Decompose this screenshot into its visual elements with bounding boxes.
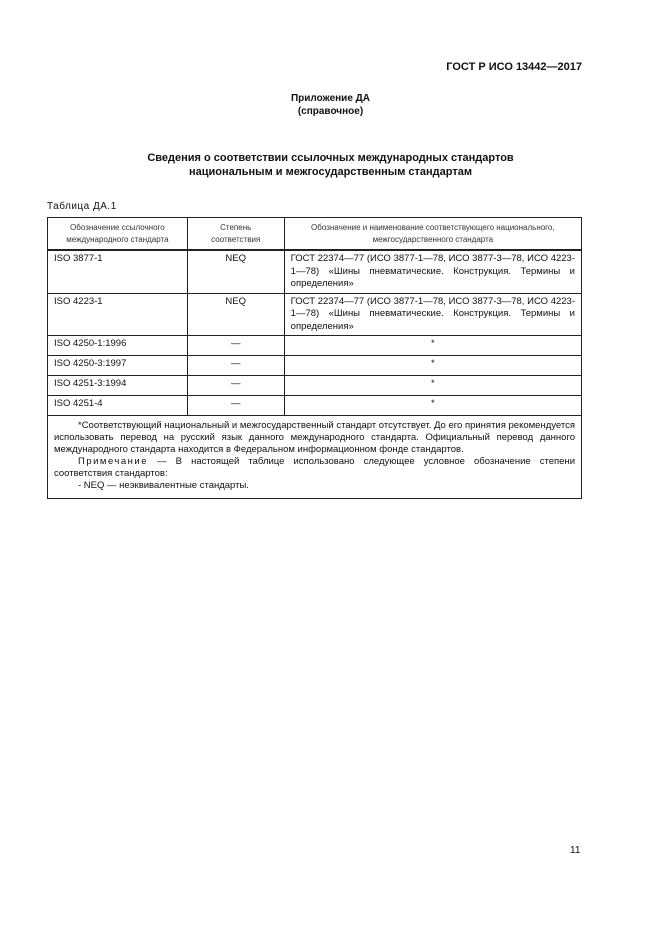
header-text: Обозначение и наименование соответствующего национального, xyxy=(311,222,555,232)
header-reference-standard xyxy=(48,218,188,251)
header-text: соответствия xyxy=(211,234,261,244)
header-national-standard xyxy=(284,218,581,251)
header-text: международного стандарта xyxy=(66,234,169,244)
header-text: межгосударственного стандарта xyxy=(372,234,494,244)
reference-cell: ISO 4223-1 xyxy=(48,293,188,336)
heading-line-2: национальным и межгосударственным стандартам xyxy=(189,166,472,178)
footnote: *Соответствующий национальный и межгосударственный стандарт отсутствует. До его принятия рекомендуется использовать перевод на русский язык данного международного стандарта. Официальный перевод данного международного стандарта находится в Федеральном информационном фонде стандартов. xyxy=(54,420,575,455)
reference-cell: ISO 3877-1 xyxy=(48,250,188,293)
table-row xyxy=(48,356,582,376)
degree-cell: — xyxy=(187,376,284,396)
annex-title: Приложение ДА xyxy=(290,93,371,104)
annex-subtitle: (справочное) xyxy=(297,106,364,117)
table-notes-row xyxy=(48,416,582,499)
table-notes xyxy=(48,416,582,499)
national-standard-cell: * xyxy=(284,396,581,416)
degree-cell: — xyxy=(187,356,284,376)
table-row xyxy=(48,376,582,396)
national-standard-cell: * xyxy=(284,356,581,376)
table-caption: Таблица ДА.1 xyxy=(47,201,117,212)
reference-cell: ISO 4251-4 xyxy=(48,396,188,416)
note xyxy=(54,456,575,480)
note-item: - NEQ — неэквивалентные стандарты. xyxy=(78,480,249,491)
note-text: — В настоящей таблице использовано следующее условное обозначение степени соответствия стандартов: xyxy=(54,456,575,479)
section-heading xyxy=(0,151,661,179)
reference-cell: ISO 4250-3:1997 xyxy=(48,356,188,376)
table-row xyxy=(48,396,582,416)
header-text: Обозначение ссылочного xyxy=(70,222,165,232)
header-degree xyxy=(187,218,284,251)
table-row xyxy=(48,293,582,336)
national-standard-cell: ГОСТ 22374—77 (ИСО 3877-1—78, ИСО 3877-3—78, ИСО 4223-1—78) «Шины пневматические. Конструкция. Термины и определения» xyxy=(284,250,581,293)
degree-cell: — xyxy=(187,396,284,416)
heading-line-1: Сведения о соответствии ссылочных международных стандартов xyxy=(147,152,514,164)
national-standard-cell: * xyxy=(284,336,581,356)
degree-cell: — xyxy=(187,336,284,356)
degree-cell: NEQ xyxy=(187,250,284,293)
table-row xyxy=(48,336,582,356)
correspondence-table xyxy=(47,217,582,499)
note-label: Примечание xyxy=(78,456,148,467)
reference-cell: ISO 4250-1:1996 xyxy=(48,336,188,356)
reference-cell: ISO 4251-3:1994 xyxy=(48,376,188,396)
table-row xyxy=(48,250,582,293)
table-header-row xyxy=(48,218,582,251)
header-text: Степень xyxy=(220,222,252,232)
national-standard-cell: * xyxy=(284,376,581,396)
annex-block xyxy=(0,92,661,118)
national-standard-cell: ГОСТ 22374—77 (ИСО 3877-1—78, ИСО 3877-3—78, ИСО 4223-1—78) «Шины пневматические. Конструкция. Термины и определения» xyxy=(284,293,581,336)
page-number: 11 xyxy=(570,845,581,856)
document-code: ГОСТ Р ИСО 13442—2017 xyxy=(446,61,582,73)
degree-cell: NEQ xyxy=(187,293,284,336)
